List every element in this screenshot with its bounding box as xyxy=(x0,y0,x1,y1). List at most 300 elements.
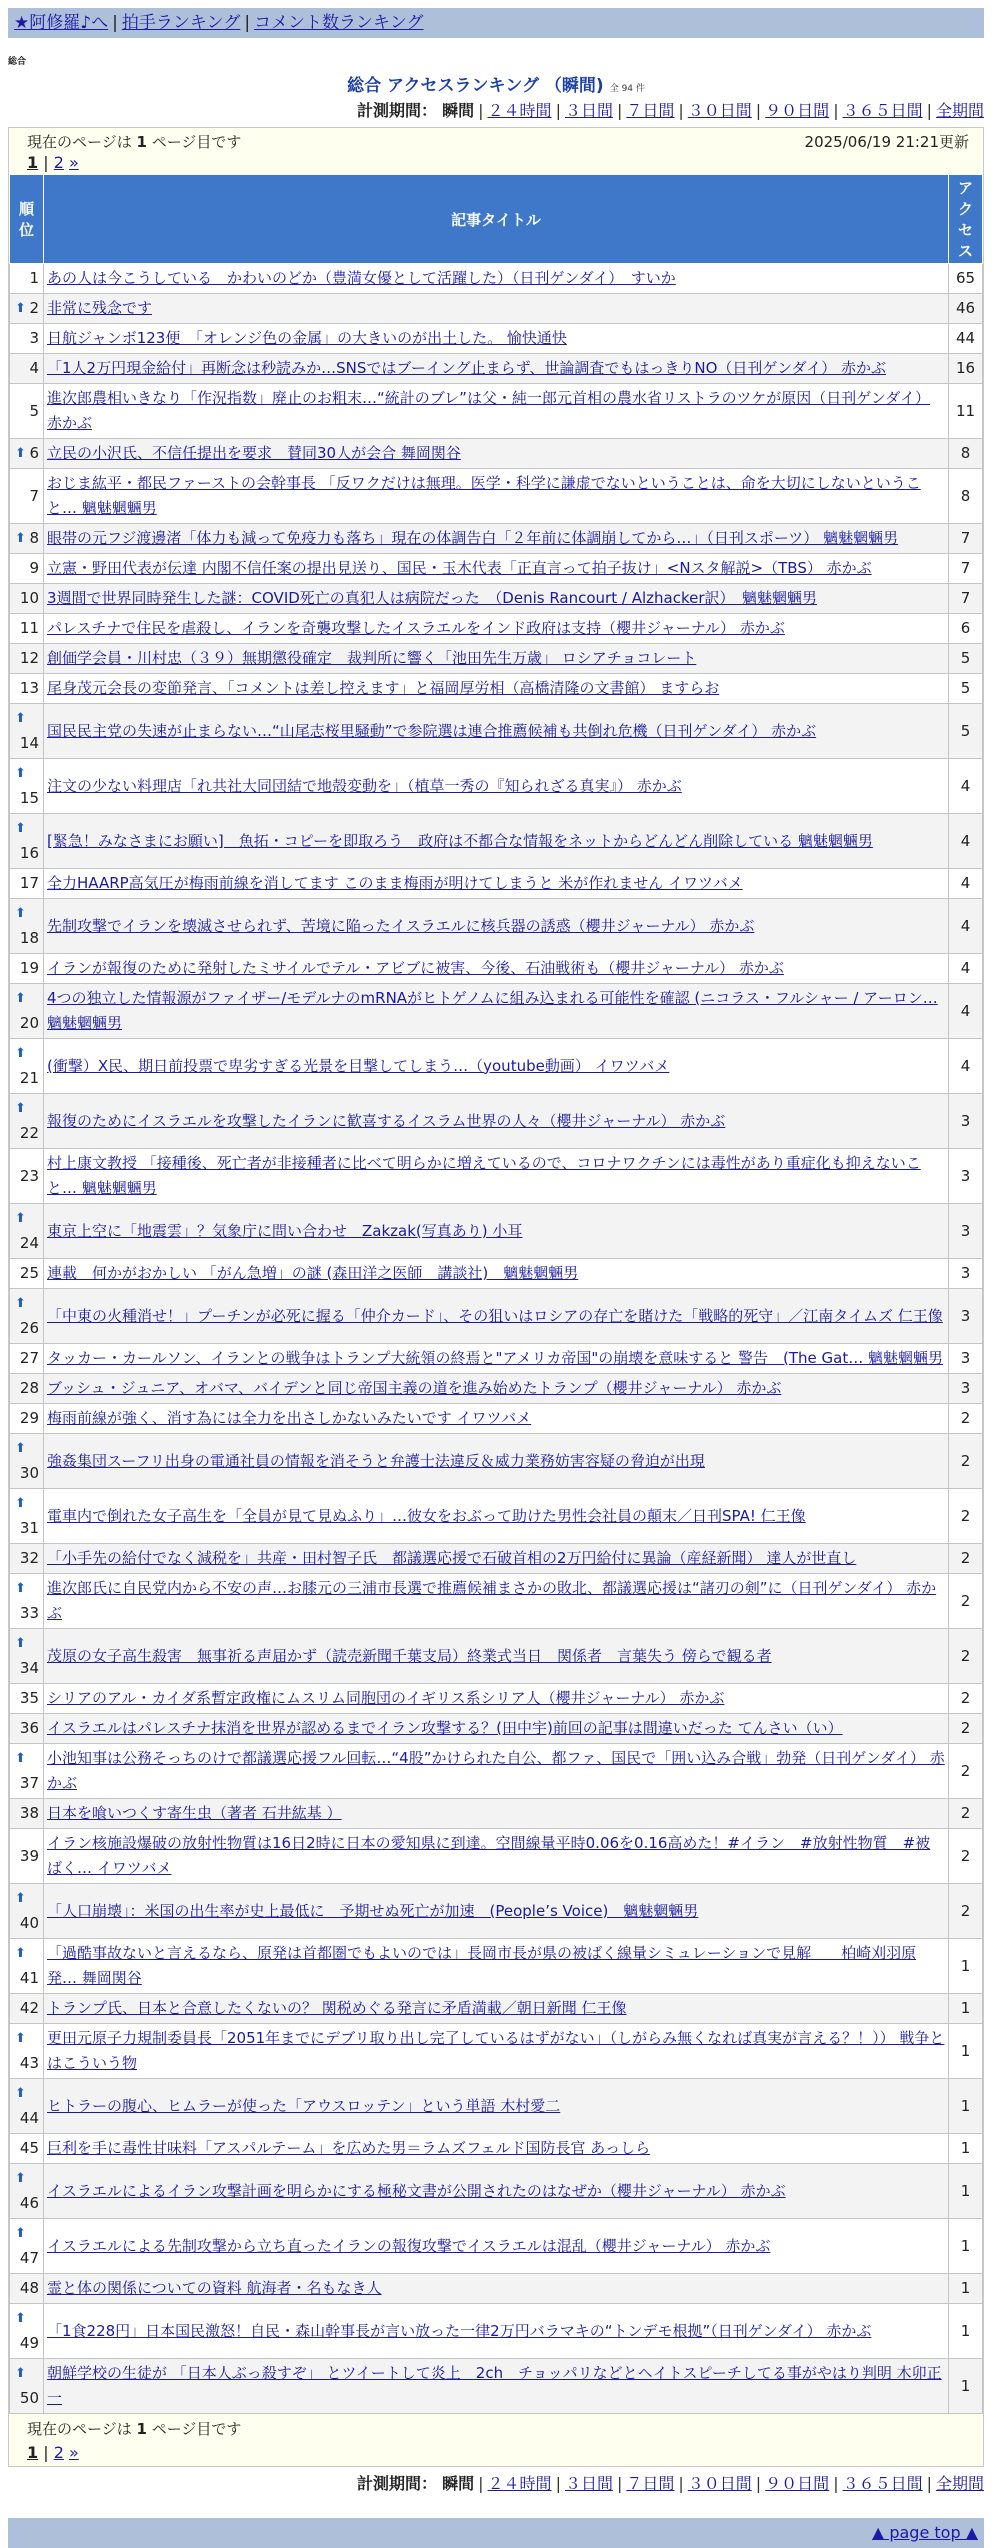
up-arrow-icon: ⬆ xyxy=(15,906,26,921)
access-count: 4 xyxy=(949,869,983,899)
period-option-link[interactable]: ３０日間 xyxy=(687,2474,752,2493)
rank-cell xyxy=(10,814,44,869)
title-cell xyxy=(44,2219,949,2274)
rank-cell xyxy=(10,1684,44,1714)
article-link[interactable]: 連載 何かがおかしい 「がん急増」の謎 (森田洋之医師 講談社) 魑魅魍魎男 xyxy=(47,1264,579,1282)
period-option-link[interactable]: ７日間 xyxy=(626,2474,675,2493)
rank-number: 14 xyxy=(19,734,39,752)
title-cell xyxy=(44,1939,949,1994)
title-cell xyxy=(44,1829,949,1884)
article-link[interactable]: 進次郎氏に自民党内から不安の声…お膝元の三浦市長選で推薦候補まさかの敗北、都議選応援は“諸刃の剣”に（日刊ゲンダイ） 赤かぶ xyxy=(47,1579,937,1622)
rank-number: 36 xyxy=(19,1719,39,1737)
rank-cell xyxy=(10,554,44,584)
rank-number: 29 xyxy=(19,1409,39,1427)
rank-number: 37 xyxy=(19,1774,39,1792)
access-count: 8 xyxy=(949,439,983,469)
period-option-link[interactable]: ２４時間 xyxy=(487,2474,552,2493)
up-arrow-icon: ⬆ xyxy=(15,2226,26,2241)
table-row xyxy=(10,1799,983,1829)
table-row xyxy=(10,954,983,984)
article-link[interactable]: 創価学会員・川村忠（３９）無期懲役確定 裁判所に響く「池田先生万歳」 ロシアチョコレート xyxy=(47,649,697,667)
top-nav-bar xyxy=(8,8,984,38)
period-option-link[interactable]: ９０日間 xyxy=(765,101,830,120)
rank-number: 5 xyxy=(29,401,39,420)
table-row xyxy=(10,2164,983,2219)
article-link[interactable]: 霊と体の関係についての資料 航海者・名もなき人 xyxy=(47,2279,382,2297)
title-cell xyxy=(44,814,949,869)
rank-cell xyxy=(10,384,44,439)
table-row xyxy=(10,264,983,294)
section-label: 総合 xyxy=(8,57,27,67)
table-row xyxy=(10,899,983,954)
article-link[interactable]: あの人は今こうしている かわいのどか（豊満女優として活躍した）（日刊ゲンダイ） すいか xyxy=(47,269,676,287)
access-count: 4 xyxy=(949,954,983,984)
rank-number: 12 xyxy=(19,649,39,667)
access-count: 1 xyxy=(949,2274,983,2304)
rank-cell xyxy=(10,704,44,759)
access-count: 2 xyxy=(949,1744,983,1799)
article-link[interactable]: 「1人2万円現金給付」再断念は秒読みか…SNSではブーイング止まらず、世論調査でもはっきりNO（日刊ゲンダイ） 赤かぶ xyxy=(47,359,887,377)
table-row xyxy=(10,1344,983,1374)
access-count: 2 xyxy=(949,1829,983,1884)
page-indicator xyxy=(27,2418,241,2439)
title-cell xyxy=(44,554,949,584)
article-link[interactable]: イランが報復のために発射したミサイルでテル・アビブに被害、今後、石油戦術も（櫻井ジャーナル） 赤かぶ xyxy=(47,959,784,977)
nav-separator: | xyxy=(112,13,118,33)
article-link[interactable]: イスラエルによるイラン攻撃計画を明らかにする極秘文書が公開されたのはなぜか（櫻井ジャーナル） 赤かぶ xyxy=(47,2181,786,2200)
up-arrow-icon: ⬆ xyxy=(15,446,26,461)
rank-number: 18 xyxy=(19,929,39,947)
access-count: 16 xyxy=(949,354,983,384)
rank-cell xyxy=(10,1884,44,1939)
table-row xyxy=(10,2219,983,2274)
period-separator: | xyxy=(678,2474,684,2493)
title-cell xyxy=(44,1204,949,1259)
rank-cell xyxy=(10,2274,44,2304)
up-arrow-icon: ⬆ xyxy=(15,1101,26,1116)
rank-cell xyxy=(10,1574,44,1629)
article-link[interactable]: 尾身茂元会長の変節発言、「コメントは差し控えます」と福岡厚労相（高橋清隆の文書館） ますらお xyxy=(47,679,720,697)
article-link[interactable]: 「中東の火種消せ！」プーチンが必死に握る「仲介カード」、その狙いはロシアの存亡を賭けた「戦略的死守」／江南タイムズ 仁王像 xyxy=(47,1306,943,1325)
rank-cell xyxy=(10,2164,44,2219)
article-link[interactable]: 日本を喰いつくす寄生虫（著者 石井紘基 ） xyxy=(47,1804,342,1822)
article-link[interactable]: 朝鮮学校の生徒が 「日本人ぶっ殺すぞ」 とツイートして炎上 2ch チョッパリなどとヘイトスピーチしてる事がやはり判明 木卯正一 xyxy=(47,2364,942,2407)
rank-number: 25 xyxy=(19,1264,39,1282)
rank-cell xyxy=(10,1939,44,1994)
table-row xyxy=(10,1094,983,1149)
title-cell xyxy=(44,1684,949,1714)
title-cell xyxy=(44,2274,949,2304)
article-link[interactable]: トランプ氏、日本と合意したくないの？ 関税めぐる発言に矛盾満載／朝日新聞 仁王像 xyxy=(47,1999,627,2017)
up-arrow-icon: ⬆ xyxy=(15,2366,26,2381)
period-separator: | xyxy=(478,101,484,120)
access-count: 2 xyxy=(949,1629,983,1684)
access-count: 2 xyxy=(949,1434,983,1489)
next-page-link[interactable]: » xyxy=(68,2443,79,2462)
title-cell xyxy=(44,704,949,759)
rank-number: 30 xyxy=(19,1464,39,1482)
article-link[interactable]: シリアのアル・カイダ系暫定政権にムスリム同胞団のイギリス系シリア人（櫻井ジャーナル） 赤かぶ xyxy=(47,1689,725,1707)
table-row xyxy=(10,294,983,324)
period-option-link[interactable]: 全期間 xyxy=(935,2474,984,2493)
period-separator: | xyxy=(616,101,623,120)
up-arrow-icon: ⬆ xyxy=(15,991,26,1006)
article-link[interactable]: 電車内で倒れた女子高生を「全員が見て見ぬふり」…彼女をおぶって助けた男性会社員の顛末／日刊SPA! 仁王像 xyxy=(47,1506,806,1525)
current-page: 1 xyxy=(27,153,39,172)
rank-number: 23 xyxy=(19,1166,39,1185)
rank-number: 9 xyxy=(29,559,39,577)
article-link[interactable]: ヒトラーの腹心、ヒムラーが使った「アウスロッテン」という単語 木村愛二 xyxy=(47,2096,561,2115)
access-count: 8 xyxy=(949,469,983,524)
access-count: 2 xyxy=(949,1489,983,1544)
table-row xyxy=(10,2134,983,2164)
rank-number: 35 xyxy=(19,1689,39,1707)
up-arrow-icon: ⬆ xyxy=(15,2171,26,2186)
title-cell xyxy=(44,1799,949,1829)
access-count: 2 xyxy=(949,1714,983,1744)
comment-ranking-link[interactable]: コメント数ランキング xyxy=(254,13,424,33)
rank-number: 46 xyxy=(19,2194,39,2212)
page-title xyxy=(0,71,992,96)
table-row xyxy=(10,614,983,644)
rank-number: 26 xyxy=(19,1319,39,1337)
up-arrow-icon: ⬆ xyxy=(15,1211,26,1226)
rank-cell xyxy=(10,2079,44,2134)
article-link[interactable]: 東京上空に「地震雲」？気象庁に問い合わせ Zakzak(写真あり) 小耳 xyxy=(47,1221,523,1240)
rank-number: 7 xyxy=(29,486,39,505)
period-separator: | xyxy=(555,101,561,120)
article-link[interactable]: 全力HAARP高気圧が梅雨前線を消してます このまま梅雨が明けてしまうと 米が作れません イワツバメ xyxy=(47,874,743,892)
table-row xyxy=(10,439,983,469)
article-link[interactable]: 注文の少ない料理店「れ共社大同団結で地殻変動を」（植草一秀の『知られざる真実』） 赤かぶ xyxy=(47,776,682,795)
period-separator: | xyxy=(926,2474,932,2493)
article-link[interactable]: 非常に残念です xyxy=(47,299,153,317)
article-link[interactable]: 更田元原子力規制委員長「2051年までにデブリ取り出し完了しているはずがない」（しがらみ無くなれば真実が言える？！）） 戦争とはこういう物 xyxy=(47,2029,945,2072)
article-link[interactable]: イスラエルはパレスチナ抹消を世界が認めるまでイラン攻撃する？(田中宇)前回の記事は間違いだった てんさい（い） xyxy=(47,1719,843,1737)
up-arrow-icon: ⬆ xyxy=(15,2311,26,2326)
article-link[interactable]: 村上康文教授 「接種後、死亡者が非接種者に比べて明らかに増えているので、コロナワクチンには毒性があり重症化も抑えないこと… 魑魅魍魎男 xyxy=(47,1154,921,1197)
rank-cell xyxy=(10,1149,44,1204)
period-separator: | xyxy=(926,101,932,120)
rank-cell xyxy=(10,954,44,984)
rank-number: 44 xyxy=(19,2109,39,2127)
article-link[interactable]: おじま紘平・都民ファーストの会幹事長 「反ワクだけは無理。医学・科学に謙虚でないということは、命を大切にしないということ… 魑魅魍魎男 xyxy=(47,474,921,517)
table-row xyxy=(10,1374,983,1404)
up-arrow-icon: ⬆ xyxy=(15,1946,26,1961)
title-cell xyxy=(44,1544,949,1574)
table-row xyxy=(10,1884,983,1939)
clap-ranking-link[interactable]: 拍手ランキング xyxy=(121,13,241,33)
page-2-link[interactable]: 2 xyxy=(53,153,64,172)
rank-number: 50 xyxy=(19,2389,39,2407)
updated-timestamp: 2025/06/19 21:21更新 xyxy=(804,133,969,151)
title-cell xyxy=(44,1344,949,1374)
access-count: 3 xyxy=(949,1094,983,1149)
table-row xyxy=(10,1149,983,1204)
access-count: 1 xyxy=(949,2219,983,2274)
access-count: 4 xyxy=(949,814,983,869)
title-cell xyxy=(44,2164,949,2219)
rank-number: 11 xyxy=(19,619,39,637)
article-link[interactable]: 報復のためにイスラエルを攻撃したイランに歓喜するイスラム世界の人々（櫻井ジャーナル） 赤かぶ xyxy=(47,1111,726,1130)
current-page: 1 xyxy=(27,2443,39,2462)
access-count: 4 xyxy=(949,759,983,814)
rank-number: 6 xyxy=(29,444,39,462)
table-row xyxy=(10,1544,983,1574)
up-arrow-icon: ⬆ xyxy=(15,301,26,316)
article-link[interactable]: 先制攻撃でイランを壊滅させられず、苦境に陥ったイスラエルに核兵器の誘惑（櫻井ジャーナル） 赤かぶ xyxy=(47,916,755,935)
access-count: 3 xyxy=(949,1259,983,1289)
article-link[interactable]: 「人口崩壊」：米国の出生率が史上最低に 予期せぬ死亡が加速 (People’s Voice) 魑魅魍魎男 xyxy=(47,1901,699,1920)
next-page-link[interactable]: » xyxy=(68,153,79,172)
rank-cell xyxy=(10,439,44,469)
access-count: 65 xyxy=(949,264,983,294)
table-row xyxy=(10,759,983,814)
article-link[interactable]: イスラエルによる先制攻撃から立ち直ったイランの報復攻撃でイスラエルは混乱（櫻井ジャーナル） 赤かぶ xyxy=(47,2236,771,2255)
table-row xyxy=(10,1714,983,1744)
rank-number: 42 xyxy=(19,1999,39,2017)
article-link[interactable]: イラン核施設爆破の放射性物質は16日2時に日本の愛知県に到達。空間線量平時0.06を0.16高めた！#イラン #放射性物質 #被ばく… イワツバメ xyxy=(47,1834,931,1877)
up-arrow-icon: ⬆ xyxy=(15,1441,26,1456)
article-link[interactable]: 立民の小沢氏、不信任提出を要求 賛同30人が会合 舞岡関谷 xyxy=(47,444,461,462)
access-count: 1 xyxy=(949,2359,983,2414)
rank-number: 15 xyxy=(19,789,39,807)
table-row xyxy=(10,984,983,1039)
rank-cell xyxy=(10,899,44,954)
table-row xyxy=(10,1994,983,2024)
rank-number: 45 xyxy=(19,2139,39,2157)
period-selector-bottom xyxy=(0,2471,984,2494)
rank-number: 10 xyxy=(19,589,39,607)
article-link[interactable]: 「過酷事故ないと言えるなら、原発は首都圏でもよいのでは」長岡市長が県の被ばく線量シミュレーションで見解 柏崎刈羽原発… 舞岡関谷 xyxy=(47,1944,917,1987)
access-count: 5 xyxy=(949,704,983,759)
title-cell xyxy=(44,1149,949,1204)
access-count: 1 xyxy=(949,2164,983,2219)
title-cell xyxy=(44,1434,949,1489)
rank-number: 4 xyxy=(29,359,39,377)
rank-cell xyxy=(10,2219,44,2274)
title-cell xyxy=(44,614,949,644)
table-row xyxy=(10,1039,983,1094)
page-suffix: ページ目です xyxy=(151,133,242,151)
rank-cell xyxy=(10,1344,44,1374)
article-link[interactable]: 「小手先の給付でなく減税を」共産・田村智子氏 都議選応援で石破首相の2万円給付に異論（産経新聞） 達人が世直し xyxy=(47,1549,857,1567)
article-link[interactable]: (衝撃）X民、期日前投票で卑劣すぎる光景を目撃してしまう…（youtube動画） イワツバメ xyxy=(47,1056,670,1075)
rank-cell xyxy=(10,869,44,899)
access-count: 4 xyxy=(949,899,983,954)
period-option-link[interactable]: ７日間 xyxy=(626,101,675,120)
rank-number: 24 xyxy=(19,1234,39,1252)
access-count: 4 xyxy=(949,1039,983,1094)
access-count: 2 xyxy=(949,1404,983,1434)
access-count: 2 xyxy=(949,1574,983,1629)
period-separator: | xyxy=(833,2474,839,2493)
article-link[interactable]: パレスチナで住民を虐殺し、イランを奇襲攻撃したイスラエルをインド政府は支持（櫻井ジャーナル） 赤かぶ xyxy=(47,619,785,637)
pagination-top: 1 | 2 » xyxy=(27,153,79,172)
article-link[interactable]: 巨利を手に毒性甘味料「アスパルテーム」を広めた男＝ラムズフェルド国防長官 あっしら xyxy=(47,2139,651,2157)
title-cell xyxy=(44,1259,949,1289)
table-row xyxy=(10,1829,983,1884)
period-separator: | xyxy=(478,2474,484,2493)
rank-cell xyxy=(10,354,44,384)
table-row xyxy=(10,524,983,554)
article-link[interactable]: 強姦集団スーフリ出身の電通社員の情報を消そうと弁護士法違反＆威力業務妨害容疑の脅迫が出現 xyxy=(47,1451,705,1470)
rank-cell xyxy=(10,1404,44,1434)
table-row xyxy=(10,2304,983,2359)
page-number: 1 xyxy=(136,133,147,151)
rank-cell xyxy=(10,984,44,1039)
title-cell xyxy=(44,2079,949,2134)
rank-number: 17 xyxy=(19,874,39,892)
access-count: 7 xyxy=(949,524,983,554)
period-option-link[interactable]: ３０日間 xyxy=(687,101,752,120)
rank-cell xyxy=(10,469,44,524)
article-link[interactable]: 立憲・野田代表が伝達 内閣不信任案の提出見送り、国民・玉木代表「正直言って拍子抜け」<Nスタ解説>（TBS） 赤かぶ xyxy=(47,559,872,577)
title-cell xyxy=(44,1404,949,1434)
access-count: 1 xyxy=(949,1939,983,1994)
access-count: 3 xyxy=(949,1289,983,1344)
rank-cell xyxy=(10,1289,44,1344)
title-cell xyxy=(44,2024,949,2079)
table-row xyxy=(10,1434,983,1489)
access-count: 6 xyxy=(949,614,983,644)
title-cell xyxy=(44,1094,949,1149)
rank-number: 22 xyxy=(19,1124,39,1142)
period-label: 計測期間： xyxy=(357,2474,438,2493)
rank-number: 39 xyxy=(19,1846,39,1865)
rank-number: 33 xyxy=(19,1604,39,1622)
table-row xyxy=(10,554,983,584)
title-cell xyxy=(44,1714,949,1744)
title-cell xyxy=(44,954,949,984)
rank-number: 19 xyxy=(19,959,39,977)
rank-cell xyxy=(10,524,44,554)
access-count: 1 xyxy=(949,2024,983,2079)
page-number: 1 xyxy=(136,2420,147,2438)
access-column-header: アクセス xyxy=(949,175,983,264)
rank-cell xyxy=(10,1544,44,1574)
up-arrow-icon: ⬆ xyxy=(15,821,26,836)
rank-number: 38 xyxy=(19,1804,39,1822)
table-row xyxy=(10,1744,983,1799)
up-arrow-icon: ⬆ xyxy=(15,2031,26,2046)
access-count: 44 xyxy=(949,324,983,354)
title-cell xyxy=(44,384,949,439)
rank-number: 13 xyxy=(19,679,39,697)
title-cell xyxy=(44,1289,949,1344)
article-link[interactable]: 梅雨前線が強く、消す為には全力を出さしかないみたいです イワツバメ xyxy=(47,1409,532,1427)
period-selector-top xyxy=(0,98,984,121)
article-link[interactable]: ブッシュ・ジュニア、オバマ、バイデンと同じ帝国主義の道を進み始めたトランプ（櫻井ジャーナル） 赤かぶ xyxy=(47,1379,782,1397)
ranking-panel xyxy=(8,127,984,2467)
article-link[interactable]: 「1食228円」日本国民激怒！自民・森山幹事長が言い放った一律2万円バラマキの“トンデモ根拠”（日刊ゲンダイ） 赤かぶ xyxy=(47,2321,872,2340)
article-link[interactable]: 国民民主党の失速が止まらない…“山尾志桜里騒動”で参院選は連合推薦候補も共倒れ危機（日刊ゲンダイ） 赤かぶ xyxy=(47,721,817,740)
page-top-link[interactable]: ▲ page top ▲ xyxy=(871,2523,978,2542)
rank-cell xyxy=(10,2134,44,2164)
rank-number: 47 xyxy=(19,2249,39,2267)
table-row xyxy=(10,1574,983,1629)
rank-cell xyxy=(10,1489,44,1544)
table-row xyxy=(10,1939,983,1994)
title-column-header: 記事タイトル xyxy=(44,175,949,264)
rank-cell xyxy=(10,614,44,644)
access-count: 1 xyxy=(949,2304,983,2359)
access-count: 3 xyxy=(949,1374,983,1404)
rank-cell xyxy=(10,674,44,704)
rank-number: 1 xyxy=(29,269,39,287)
rank-cell xyxy=(10,1714,44,1744)
period-option-link[interactable]: ３６５日間 xyxy=(842,2474,923,2493)
period-option-link[interactable]: ３日間 xyxy=(564,101,613,120)
up-arrow-icon: ⬆ xyxy=(15,2086,26,2101)
up-arrow-icon: ⬆ xyxy=(15,531,26,546)
article-link[interactable]: 小池知事は公務そっちのけで都議選応援フル回転…“4股”かけられた自公、都ファ、国民で「囲い込み合戦」勃発（日刊ゲンダイ） 赤かぶ xyxy=(47,1749,945,1792)
rank-cell xyxy=(10,1094,44,1149)
rank-cell xyxy=(10,1204,44,1259)
table-row xyxy=(10,644,983,674)
rank-cell xyxy=(10,1434,44,1489)
period-option-link[interactable]: ３６５日間 xyxy=(842,101,923,120)
title-cell xyxy=(44,1039,949,1094)
rank-cell xyxy=(10,2359,44,2414)
article-link[interactable]: 進次郎農相いきなり「作況指数」廃止のお粗末…“統計のブレ”は父・純一郎元首相の農水省リストラのツケが原因（日刊ゲンダイ） 赤かぶ xyxy=(47,389,930,432)
article-link[interactable]: 日航ジャンボ123便 「オレンジ色の金属」の大きいのが出土した。 愉快通快 xyxy=(47,329,567,347)
rank-number: 41 xyxy=(19,1969,39,1987)
page-suffix: ページ目です xyxy=(151,2420,242,2438)
rank-number: 8 xyxy=(29,529,39,547)
rank-number: 48 xyxy=(19,2279,39,2297)
access-count: 3 xyxy=(949,1149,983,1204)
rank-cell xyxy=(10,2024,44,2079)
period-separator: | xyxy=(755,101,762,120)
title-cell xyxy=(44,294,949,324)
rank-cell xyxy=(10,264,44,294)
rank-number: 21 xyxy=(19,1069,39,1087)
up-arrow-icon: ⬆ xyxy=(15,766,26,781)
period-option-link[interactable]: ２４時間 xyxy=(487,101,552,120)
rank-number: 49 xyxy=(19,2334,39,2352)
article-link[interactable]: 4つの独立した情報源がファイザー/モデルナのmRNAがヒトゲノムに組み込まれる可能性を確認 (ニコラス・フルシャー / アーロン… 魑魅魍魎男 xyxy=(47,989,938,1032)
rank-cell xyxy=(10,1994,44,2024)
page-prefix: 現在のページは xyxy=(27,2420,132,2438)
period-option-link[interactable]: ９０日間 xyxy=(765,2474,830,2493)
table-row xyxy=(10,1289,983,1344)
article-link[interactable]: タッカー・カールソン、イランとの戦争はトランプ大統領の終焉と"アメリカ帝国"の崩壊を意味すると 警告 (The Gat… 魑魅魍魎男 xyxy=(47,1349,944,1367)
period-option-link[interactable]: ３日間 xyxy=(564,2474,613,2493)
page-2-link[interactable]: 2 xyxy=(53,2443,64,2462)
page-indicator xyxy=(27,131,241,152)
article-link[interactable]: [緊急！みなさまにお願い] 魚拓・コピーを即取ろう 政府は不都合な情報をネットからどんどん削除している 魑魅魍魎男 xyxy=(47,831,873,850)
article-link[interactable]: 眼帯の元フジ渡邊渚「体力も減って免疫力も落ち」現在の体調告白「２年前に体調崩してから…」（日刊スポーツ） 魑魅魍魎男 xyxy=(47,529,899,547)
title-cell xyxy=(44,2134,949,2164)
table-header-row xyxy=(10,175,983,264)
period-separator: | xyxy=(555,2474,561,2493)
access-count: 2 xyxy=(949,1544,983,1574)
ranking-rows xyxy=(10,264,983,2414)
title-cell xyxy=(44,1629,949,1684)
period-option-link[interactable]: 全期間 xyxy=(935,101,984,120)
rank-cell xyxy=(10,1374,44,1404)
access-count: 3 xyxy=(949,1204,983,1259)
page-info-bar xyxy=(9,128,983,152)
article-link[interactable]: 茂原の女子高生殺害 無事祈る声届かず（読売新聞千葉支局）終業式当日 関係者 言葉失う 傍らで観る者 xyxy=(47,1646,772,1665)
access-count: 3 xyxy=(949,1344,983,1374)
article-link[interactable]: 3週間で世界同時発生した謎：COVID死亡の真犯人は病院だった （Denis Rancourt / Alzhacker訳） 魑魅魍魎男 xyxy=(47,589,817,607)
access-count: 5 xyxy=(949,644,983,674)
rank-cell xyxy=(10,1799,44,1829)
home-link[interactable]: ★阿修羅♪へ xyxy=(14,13,109,33)
title-cell xyxy=(44,264,949,294)
